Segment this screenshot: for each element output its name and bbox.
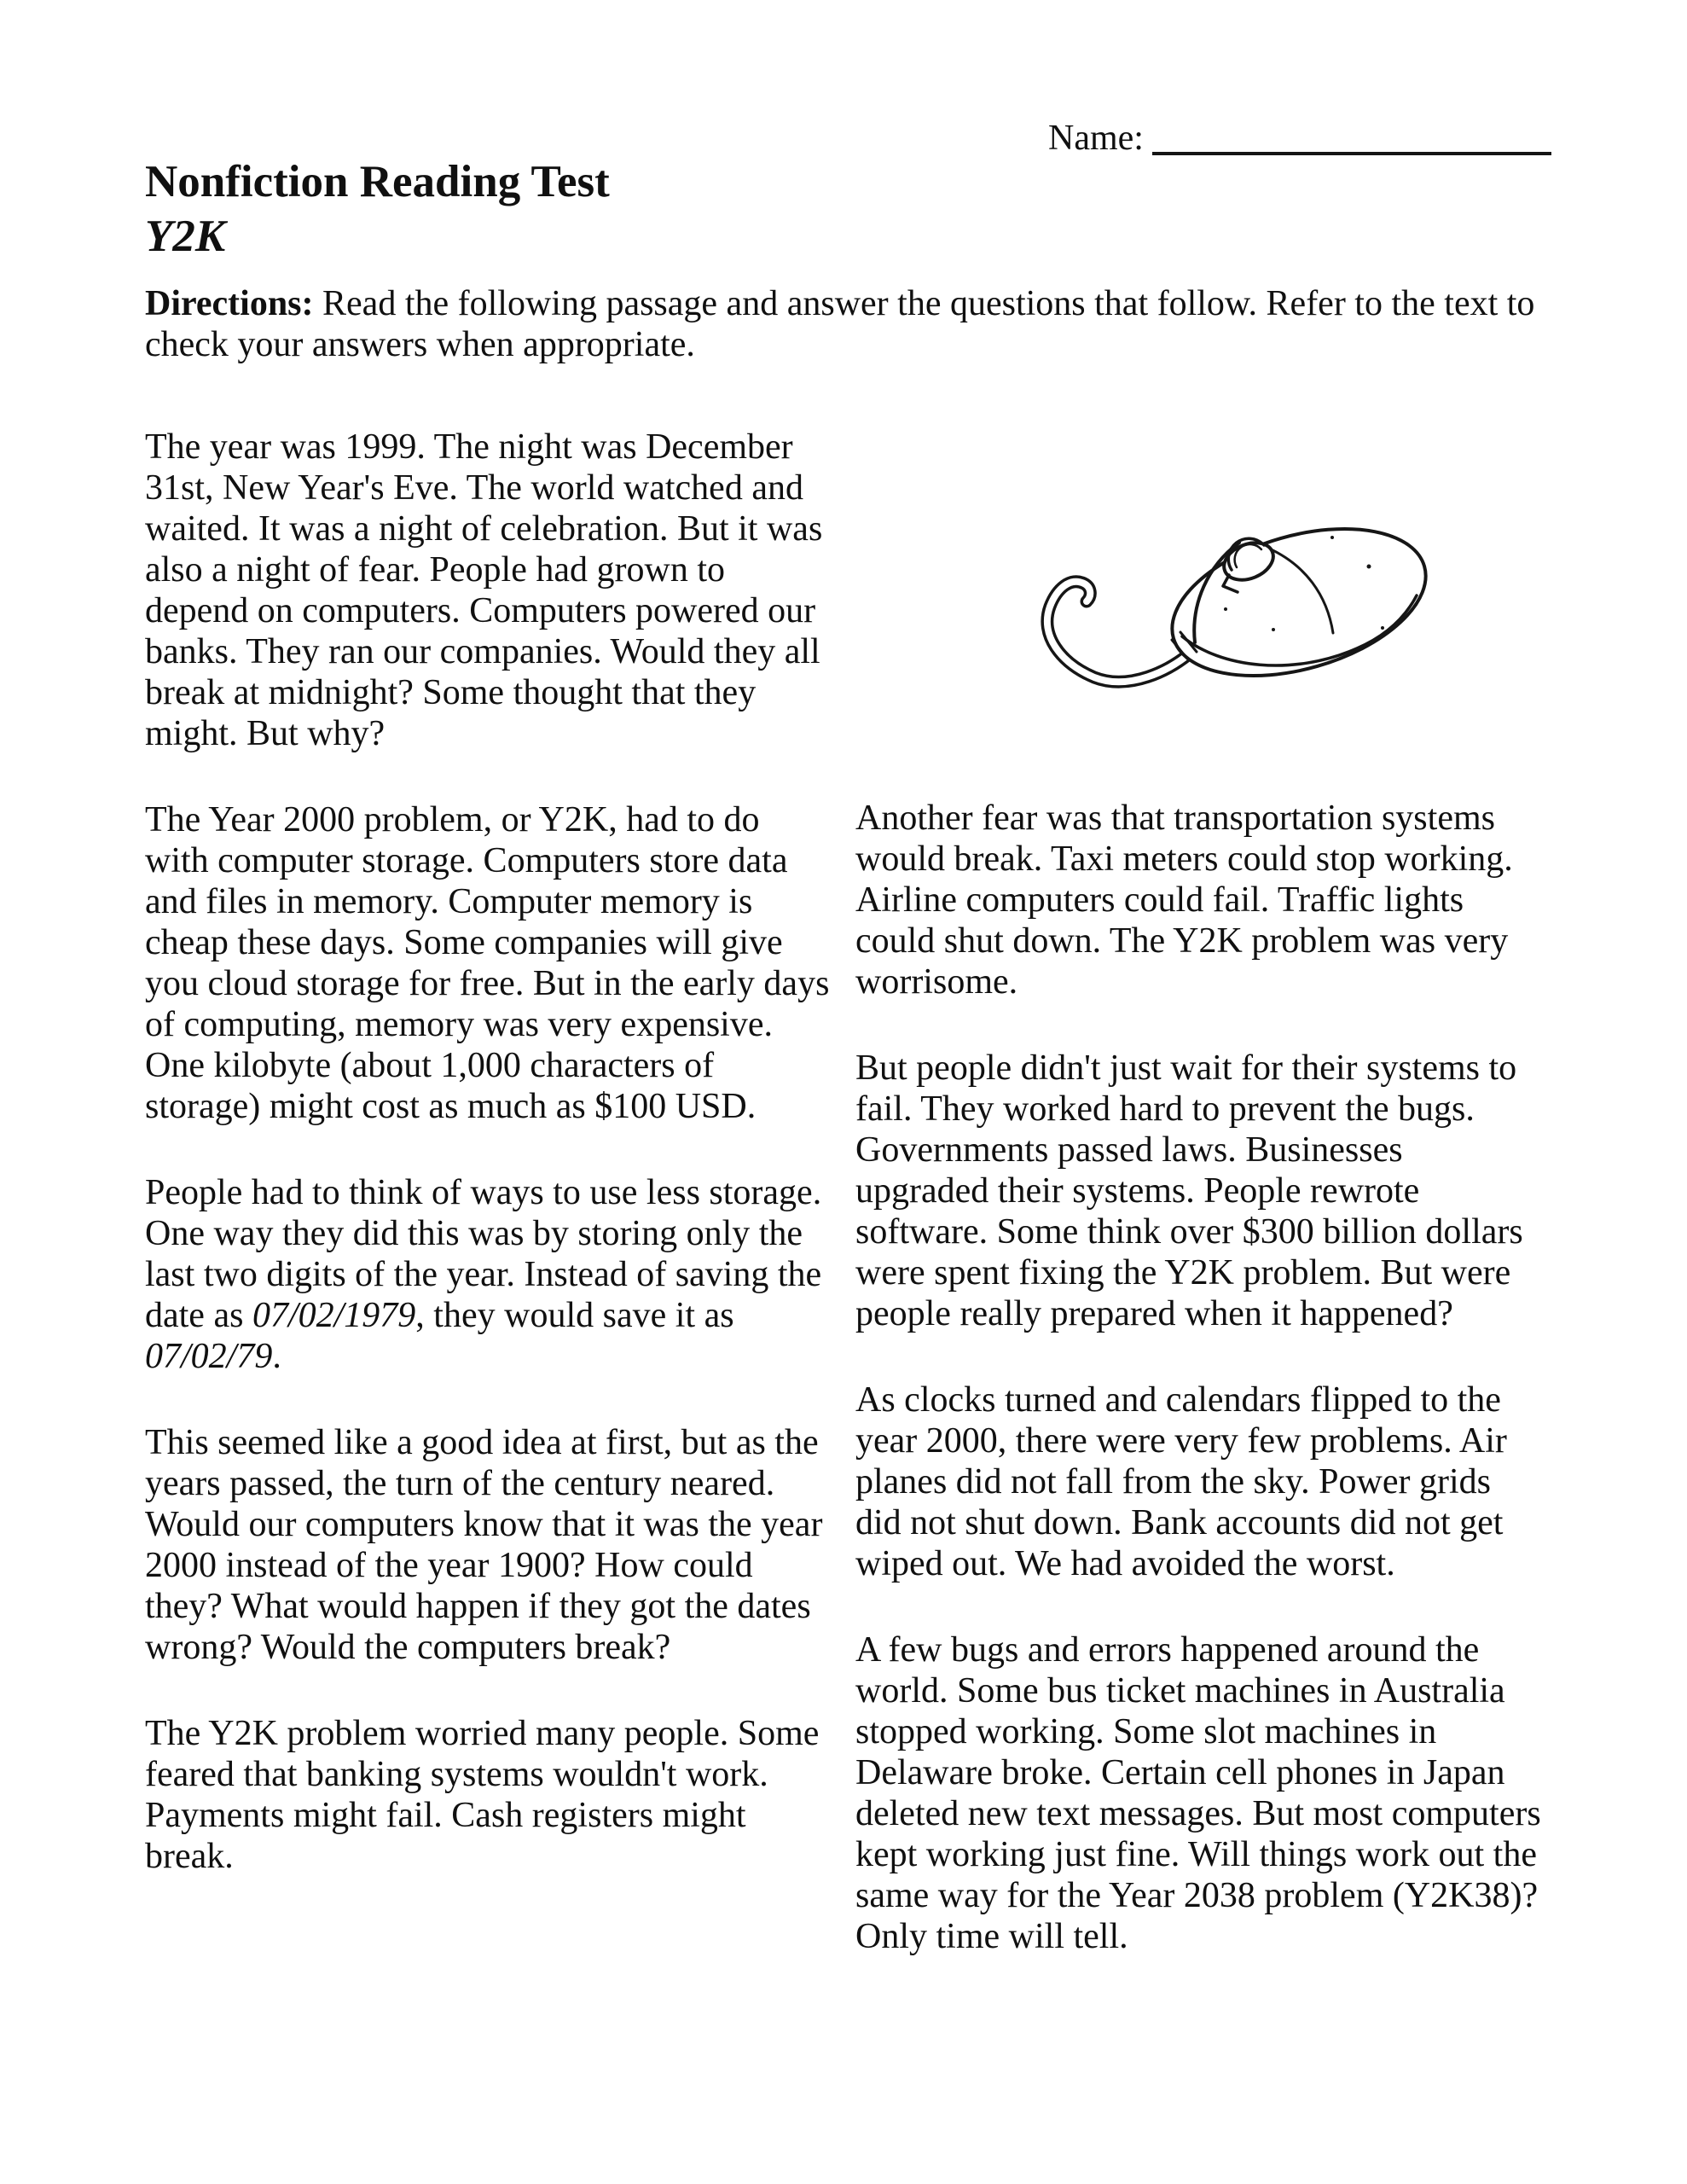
paragraph: Another fear was that transportation systems would break. Taxi meters could stop working. Airline computers could fail. Traffic lights could shut down. The Y2K problem was very worrisome. [855, 799, 1513, 1002]
name-blank-line [1152, 118, 1551, 155]
italic-date: 07/02/79 [145, 1337, 273, 1376]
directions-label: Directions: [145, 284, 314, 323]
paragraph: But people didn't just wait for their systems to fail. They worked hard to prevent the bugs. Governments passed laws. Businesses upgraded their systems. People rewrote software. Some think over $300 billion dollars were spent fixing the Y2K problem. But were people really prepared when it happened? [855, 1048, 1523, 1333]
page-title: Nonfiction Reading Test [145, 157, 610, 206]
name-field-row [1048, 118, 1551, 159]
passage-right-column [855, 427, 1542, 2002]
page-subtitle: Y2K [145, 212, 226, 261]
figure-computer-mouse [1016, 493, 1442, 706]
paragraph: The year was 1999. The night was December 31st, New Year's Eve. The world watched and waited. It was a night of celebration. But it was also a night of fear. People had grown to depend on computers. Computers powered our banks. They ran our companies. Would they all break at midnight? Some thought that they might. But why? [145, 427, 823, 753]
computer-mouse-icon [1016, 493, 1442, 706]
paragraph: The Year 2000 problem, or Y2K, had to do with computer storage. Computers store data and files in memory. Computer memory is cheap these days. Some companies will give you cloud storage for free. But in the early days of computing, memory was very expensive. One kilobyte (about 1,000 characters of storage) might cost as much as $100 USD. [145, 800, 830, 1126]
directions-paragraph [145, 283, 1551, 365]
passage-left-column [145, 427, 832, 2002]
name-label: Name: [1048, 119, 1144, 158]
paragraph: People had to think of ways to use less storage. One way they did this was by storing only the last two digits of the year. Instead of saving the date as 07/02/1979, they would save it as 07/02/79. [145, 1173, 822, 1376]
italic-date: 07/02/1979 [252, 1296, 416, 1335]
paragraph: A few bugs and errors happened around the world. Some bus ticket machines in Australia stopped working. Some slot machines in Delaware broke. Certain cell phones in Japan deleted new text messages. But most computers kept working just fine. Will things work out the same way for the Year 2038 problem (Y2K38)? Only time will tell. [855, 1630, 1541, 1956]
passage-two-column-layout [145, 427, 1542, 2002]
paragraph: This seemed like a good idea at first, but as the years passed, the turn of the century neared. Would our computers know that it was the year 2000 instead of the year 1900? How could they? What would happen if they got the dates wrong? Would the computers break? [145, 1423, 823, 1667]
paragraph: As clocks turned and calendars flipped to the year 2000, there were very few problems. Air planes did not fall from the sky. Power grids did not shut down. Bank accounts did not get wiped out. We had avoided the worst. [855, 1380, 1507, 1583]
paragraph: The Y2K problem worried many people. Some feared that banking systems wouldn't work. Payments might fail. Cash registers might break. [145, 1714, 820, 1876]
directions-text: Read the following passage and answer the questions that follow. Refer to the text to check your answers when appropriate. [145, 284, 1535, 364]
